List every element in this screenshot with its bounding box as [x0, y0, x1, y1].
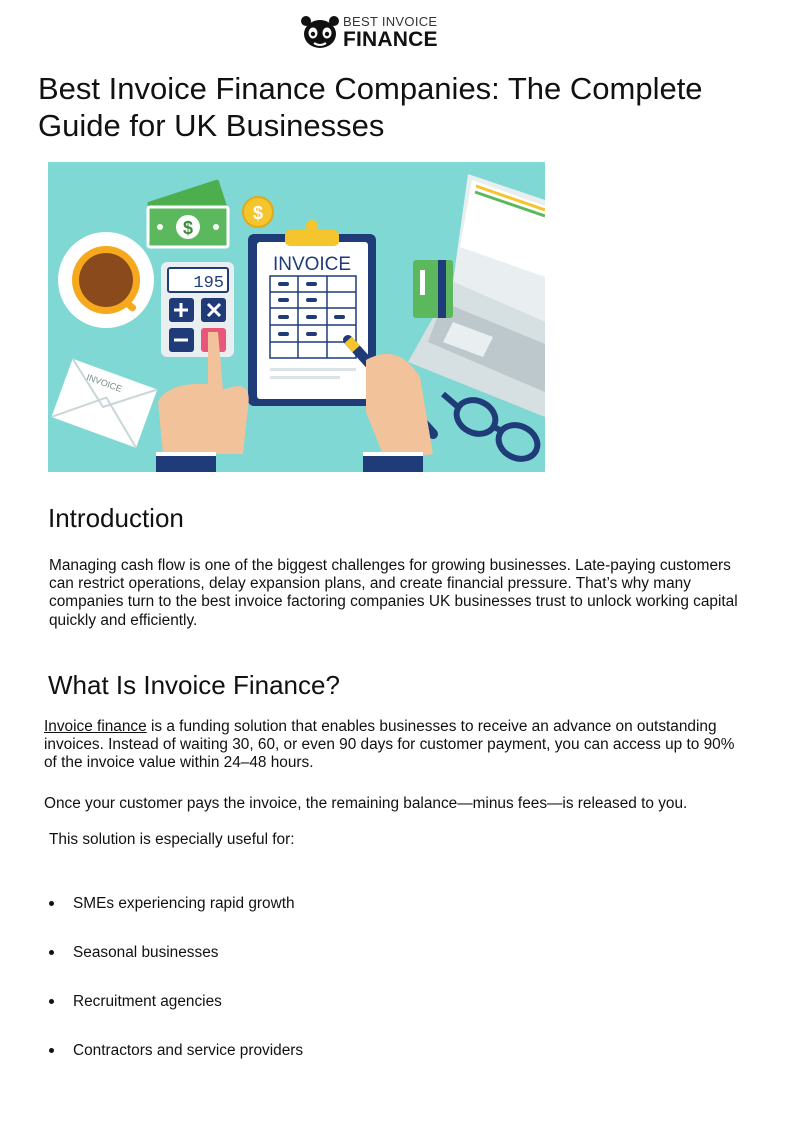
credit-card-icon: [413, 260, 453, 318]
svg-text:$: $: [182, 218, 194, 238]
balance-paragraph: Once your customer pays the invoice, the remaining balance—minus fees—is released to you.: [44, 795, 688, 812]
what-paragraph-text: is a funding solution that enables businesses to receive an advance on outstanding invoices. Instead of waiting 30, 60, or even 90 days for customer payment, you can access up to 90% of the invoice value within 24–48 hours.: [44, 718, 735, 772]
site-logo[interactable]: [300, 12, 445, 54]
coin-icon: [243, 197, 273, 227]
invoice-finance-link[interactable]: Invoice finance: [44, 718, 147, 735]
list-item-label: Seasonal businesses: [73, 944, 219, 961]
coffee-cup-icon: [58, 232, 154, 328]
bullet-icon: [49, 1048, 54, 1053]
invoice-clipboard-icon: [248, 220, 376, 406]
list-item: [46, 893, 303, 942]
list-item: [46, 942, 303, 991]
panda-icon: [300, 14, 340, 50]
what-heading: What Is Invoice Finance?: [48, 670, 340, 700]
list-item-label: Contractors and service providers: [73, 1042, 304, 1059]
bullet-icon: [49, 999, 54, 1004]
calculator-icon: [161, 262, 234, 357]
logo-line-1: BEST INVOICE: [343, 14, 438, 29]
list-item: [46, 991, 303, 1040]
bullet-icon: [49, 950, 54, 955]
coin-symbol: $: [252, 203, 264, 223]
list-item: [46, 1040, 303, 1089]
calculator-display: 195: [193, 274, 224, 293]
useful-for-paragraph: This solution is especially useful for:: [49, 831, 295, 848]
what-paragraph: [44, 718, 749, 773]
logo-line-2: FINANCE: [343, 28, 438, 51]
list-item-label: Recruitment agencies: [73, 993, 222, 1010]
useful-for-list: [46, 893, 303, 1089]
intro-heading: Introduction: [48, 503, 184, 533]
invoice-label: INVOICE: [272, 254, 352, 275]
hero-illustration: [48, 162, 545, 472]
bullet-icon: [49, 901, 54, 906]
list-item-label: SMEs experiencing rapid growth: [73, 895, 295, 912]
envelope-label: INVOICE: [85, 371, 124, 395]
page-title: Best Invoice Finance Companies: The Complete Guide for UK Businesses: [38, 71, 703, 143]
intro-paragraph: Managing cash flow is one of the biggest challenges for growing businesses. Late-paying customers can restrict operations, delay expansion plans, and create financial pressure. That’s why many companies turn to the best invoice factoring companies UK businesses trust to unlock working capital quickly and efficiently.: [49, 557, 738, 629]
